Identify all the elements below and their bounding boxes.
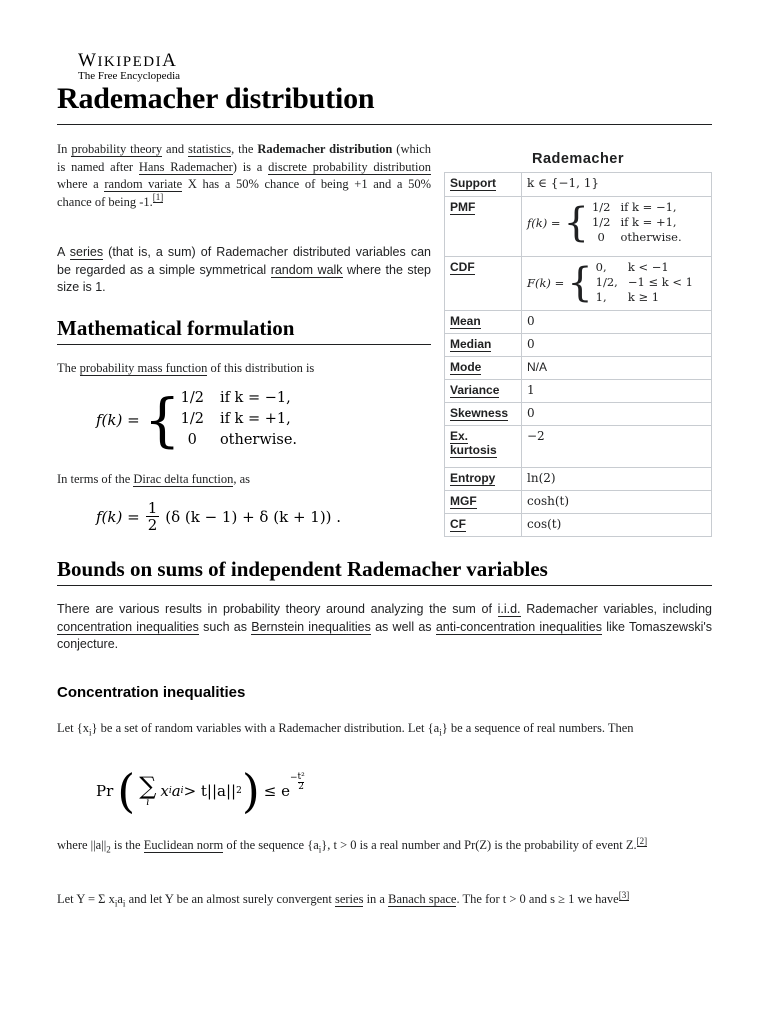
link-random-walk[interactable]: random walk	[270, 262, 343, 277]
link-euclidean-norm[interactable]: Euclidean norm	[143, 838, 224, 852]
relation: > t||a||	[183, 782, 237, 800]
text: } be a sequence of real numbers. Then	[441, 721, 634, 735]
infobox-row	[445, 173, 712, 197]
infobox-value: 0	[522, 311, 712, 334]
infobox-row	[445, 514, 712, 537]
pmf-equation	[96, 385, 298, 454]
infobox-row	[445, 257, 712, 311]
infobox-key[interactable]	[445, 514, 522, 537]
infobox-key[interactable]	[445, 491, 522, 514]
page-title: Rademacher distribution	[57, 82, 375, 115]
text: In	[57, 142, 72, 156]
link-excess-kurtosis[interactable]: Ex. kurtosis	[450, 429, 497, 457]
infobox-value: 1	[522, 380, 712, 403]
case-value: 1/2	[591, 215, 611, 229]
dirac-equation	[96, 500, 341, 533]
link-pmf[interactable]: PMF	[450, 200, 476, 214]
subscript: i	[180, 786, 184, 796]
text: and let Y be an almost surely convergent	[125, 892, 335, 906]
text: like Tomaszewski's conjecture.	[57, 619, 712, 651]
link-bernstein-inequalities[interactable]: Bernstein inequalities	[251, 619, 371, 634]
link-discrete-probability-distribution[interactable]: discrete probability distribution	[268, 159, 431, 174]
case-condition: k ≥ 1	[627, 290, 660, 304]
case-condition: if k = −1,	[620, 200, 677, 214]
section-heading-mathematical-formulation: Mathematical formulation	[57, 316, 295, 340]
link-concentration-inequalities[interactable]: concentration inequalities	[57, 619, 199, 634]
right-paren: )	[241, 764, 260, 818]
infobox-row	[445, 197, 712, 257]
norm-subscript: 2	[236, 786, 242, 796]
infobox-table	[444, 172, 712, 537]
infobox-title: Rademacher	[531, 151, 625, 167]
term-x: x	[160, 782, 169, 800]
subsection-heading-concentration-inequalities: Concentration inequalities	[57, 684, 246, 701]
cdf-cases-block	[527, 260, 706, 305]
pmf-cases-block	[527, 200, 706, 245]
citation-2[interactable]: [2]	[636, 835, 648, 846]
wikipedia-logo[interactable]	[78, 50, 180, 82]
sum-index: i	[146, 797, 150, 808]
concentration-paragraph-2	[57, 836, 712, 860]
text: There are various results in probability theory around analyzing the sum of	[57, 602, 498, 616]
infobox-value: −2	[522, 426, 712, 468]
text: , as	[233, 472, 251, 486]
text: Rademacher variables, including	[520, 602, 712, 616]
infobox-value: cos(t)	[522, 514, 712, 537]
concentration-paragraph-1	[57, 719, 712, 743]
text: in a	[363, 892, 389, 906]
text: , the	[231, 142, 258, 156]
case-value: 1/2,	[595, 275, 618, 289]
text: a	[117, 892, 123, 906]
infobox-row	[445, 491, 712, 514]
bounds-paragraph	[57, 601, 712, 654]
sum-symbol: ∑	[139, 772, 157, 800]
text: The	[57, 361, 80, 375]
link-entropy[interactable]: Entropy	[450, 471, 496, 485]
link-series-2[interactable]: series	[334, 892, 364, 906]
infobox-value: cosh(t)	[522, 491, 712, 514]
exponent-fraction	[298, 773, 305, 792]
numerator: t²	[297, 771, 305, 782]
infobox-key[interactable]	[445, 311, 522, 334]
left-brace: {	[143, 385, 181, 454]
link-statistics[interactable]: statistics	[188, 142, 232, 156]
link-mode[interactable]: Mode	[450, 360, 482, 374]
infobox-row	[445, 380, 712, 403]
minus: −	[290, 772, 298, 783]
link-cdf[interactable]: CDF	[450, 260, 475, 274]
infobox-value: k ∈ {−1, 1}	[522, 173, 712, 197]
infobox-row	[445, 311, 712, 334]
intro-paragraph-1	[57, 141, 431, 211]
link-series[interactable]: series	[69, 245, 104, 259]
denominator: 2	[298, 781, 305, 792]
left-brace: {	[563, 199, 589, 246]
math-paragraph-2	[57, 471, 431, 489]
intro-paragraph-2	[57, 244, 431, 297]
equation-lhs: f(k) =	[96, 410, 140, 429]
text: In terms of the	[57, 472, 134, 486]
text: is the	[110, 838, 144, 852]
link-skewness[interactable]: Skewness	[450, 406, 509, 420]
subscript: i	[114, 898, 118, 909]
exponential: ≤ e	[263, 782, 290, 800]
text: Let {x	[57, 721, 90, 735]
text: where a	[57, 177, 105, 191]
link-cf[interactable]: CF	[450, 517, 466, 531]
text: where ||a||	[57, 838, 107, 852]
left-brace: {	[567, 259, 593, 306]
infobox-key[interactable]	[445, 173, 522, 197]
left-paren: (	[117, 764, 136, 818]
title-divider	[57, 124, 712, 125]
case-condition: k < −1	[627, 260, 669, 274]
link-banach-space[interactable]: Banach space	[388, 892, 457, 906]
link-dirac-delta-function[interactable]: Dirac delta function	[133, 472, 234, 486]
case-condition: otherwise.	[620, 230, 682, 244]
infobox-value: 0	[522, 403, 712, 426]
text: }, t > 0 is a real number and Pr(Z) is the probability of event Z.	[321, 838, 637, 852]
pmf-lhs: f(k) =	[527, 215, 561, 230]
numerator: 1	[147, 499, 158, 517]
text: where the step size is 1.	[57, 262, 431, 294]
subscript: i	[439, 727, 442, 738]
text: of this distribution is	[207, 361, 315, 375]
cdf-lhs: F(k) =	[527, 275, 565, 290]
infobox-row	[445, 334, 712, 357]
link-anti-concentration-inequalities[interactable]: anti-concentration inequalities	[435, 619, 602, 634]
equation-rhs: (δ (k − 1) + δ (k + 1)) .	[165, 507, 342, 526]
infobox-row	[445, 403, 712, 426]
pmf-cases	[181, 388, 297, 451]
text: of the sequence {a	[223, 838, 319, 852]
case-condition: −1 ≤ k < 1	[627, 275, 693, 289]
case-value: 1/2	[180, 390, 204, 406]
bold-term: Rademacher distribution	[257, 142, 393, 156]
cdf-case-grid	[596, 260, 693, 305]
link-probability-theory[interactable]: probability theory	[71, 142, 163, 156]
section-heading-bounds: Bounds on sums of independent Rademacher variables	[57, 557, 548, 581]
summation	[139, 774, 156, 808]
math-paragraph-1	[57, 360, 431, 378]
subscript: i	[89, 727, 92, 738]
case-value: 1/2	[180, 411, 204, 427]
infobox-key[interactable]	[445, 334, 522, 357]
subscript: i	[168, 786, 172, 796]
infobox-key[interactable]	[445, 357, 522, 380]
subscript: 2	[106, 844, 111, 855]
pr-operator: Pr	[96, 782, 114, 800]
infobox-key[interactable]	[445, 197, 522, 257]
concentration-equation	[96, 764, 305, 818]
text: as well as	[370, 619, 436, 634]
link-mgf[interactable]: MGF	[450, 494, 477, 508]
text: . The for t > 0 and s ≥ 1 we have	[456, 892, 619, 906]
infobox-key[interactable]	[445, 403, 522, 426]
subscript: i	[122, 898, 126, 909]
case-condition: if k = +1,	[620, 215, 677, 229]
wikipedia-wordmark: WIKIPEDIA	[78, 50, 178, 71]
infobox-row	[445, 357, 712, 380]
text: } be a set of random variables with a Rademacher distribution. Let {a	[91, 721, 440, 735]
fraction	[146, 500, 160, 533]
subscript: i	[318, 844, 322, 855]
link-iid[interactable]: i.i.d.	[497, 602, 521, 616]
pmf-case-grid	[592, 200, 682, 245]
case-value: 1,	[595, 290, 607, 304]
infobox-row	[445, 468, 712, 491]
link-variance[interactable]: Variance	[450, 383, 500, 397]
case-condition: otherwise.	[219, 432, 298, 448]
citation-1[interactable]: [1]	[152, 192, 164, 203]
infobox-value: N/A	[522, 357, 712, 380]
infobox-key[interactable]	[445, 468, 522, 491]
case-condition: if k = +1,	[219, 411, 291, 427]
case-value: 0,	[595, 260, 607, 274]
citation-3[interactable]: [3]	[618, 889, 630, 900]
equation-lhs: f(k) =	[96, 507, 140, 526]
link-hans-rademacher[interactable]: Hans Rademacher	[138, 159, 233, 174]
case-value: 1/2	[591, 200, 611, 214]
infobox-value-pmf	[522, 197, 712, 257]
link-support[interactable]: Support	[450, 176, 496, 190]
infobox-key[interactable]	[445, 257, 522, 311]
section-divider	[57, 585, 712, 586]
infobox-key[interactable]	[445, 380, 522, 403]
link-median[interactable]: Median	[450, 337, 492, 351]
section-divider	[57, 344, 431, 345]
case-condition: if k = −1,	[219, 390, 291, 406]
text: (which is named after	[57, 142, 431, 174]
link-random-variate[interactable]: random variate	[104, 177, 183, 191]
infobox-row	[445, 426, 712, 468]
text: (that is, a sum) of Rademacher distributed variables can be regarded as a simple symmetrical	[57, 245, 431, 277]
concentration-paragraph-3	[57, 890, 712, 914]
text: Let Y = Σ x	[57, 892, 115, 906]
denominator: 2	[147, 516, 158, 534]
text: such as	[198, 619, 252, 634]
text: ) is a	[232, 159, 269, 174]
infobox-value: ln(2)	[522, 468, 712, 491]
term-a: a	[171, 782, 181, 800]
infobox-value: 0	[522, 334, 712, 357]
case-value: 0	[597, 230, 605, 244]
text: and	[162, 142, 189, 156]
text: A	[57, 245, 70, 259]
infobox	[444, 146, 712, 537]
text: X has a 50% chance of being +1 and a 50% chance of being -1.	[57, 177, 431, 209]
infobox-value-cdf	[522, 257, 712, 311]
wikipedia-tagline: The Free Encyclopedia	[78, 70, 181, 82]
exponent	[290, 773, 305, 792]
link-mean[interactable]: Mean	[450, 314, 481, 328]
infobox-key[interactable]	[445, 426, 522, 468]
case-value: 0	[187, 432, 197, 448]
link-probability-mass-function[interactable]: probability mass function	[79, 361, 208, 375]
